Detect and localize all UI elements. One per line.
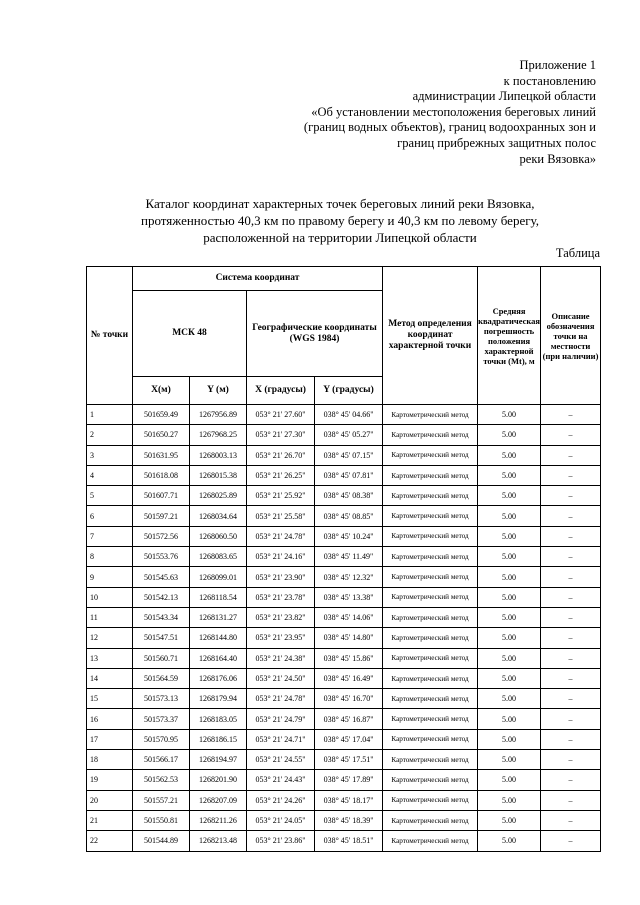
cell-y-deg: 038° 45' 04.66" bbox=[315, 405, 383, 425]
cell-x-deg: 053° 21' 25.92" bbox=[247, 486, 315, 506]
catalog-title-line: протяженностью 40,3 км по правому берегу и 40,3 км по левому берегу, bbox=[140, 213, 539, 228]
cell-error: 5.00 bbox=[478, 790, 541, 810]
cell-y-deg: 038° 45' 13.38" bbox=[315, 587, 383, 607]
cell-x-m: 501573.37 bbox=[133, 709, 190, 729]
cell-y-m: 1267968.25 bbox=[190, 425, 247, 445]
table-row bbox=[87, 668, 601, 688]
cell-y-m: 1268213.48 bbox=[190, 831, 247, 851]
cell-x-m: 501542.13 bbox=[133, 587, 190, 607]
cell-y-m: 1268183.05 bbox=[190, 709, 247, 729]
cell-y-deg: 038° 45' 14.06" bbox=[315, 607, 383, 627]
header-point-no: № точки bbox=[87, 267, 133, 405]
cell-method: Картометрический метод bbox=[383, 486, 478, 506]
cell-error: 5.00 bbox=[478, 648, 541, 668]
cell-point-no: 8 bbox=[87, 547, 133, 567]
cell-y-deg: 038° 45' 17.04" bbox=[315, 729, 383, 749]
cell-y-m: 1268131.27 bbox=[190, 607, 247, 627]
cell-point-no: 3 bbox=[87, 445, 133, 465]
cell-y-m: 1267956.89 bbox=[190, 405, 247, 425]
cell-x-m: 501564.59 bbox=[133, 668, 190, 688]
cell-description: – bbox=[541, 790, 601, 810]
cell-y-m: 1268060.50 bbox=[190, 526, 247, 546]
cell-description: – bbox=[541, 750, 601, 770]
cell-x-m: 501562.53 bbox=[133, 770, 190, 790]
cell-x-m: 501597.21 bbox=[133, 506, 190, 526]
cell-y-deg: 038° 45' 18.17" bbox=[315, 790, 383, 810]
cell-point-no: 12 bbox=[87, 628, 133, 648]
cell-description: – bbox=[541, 526, 601, 546]
cell-method: Картометрический метод bbox=[383, 750, 478, 770]
cell-point-no: 5 bbox=[87, 486, 133, 506]
cell-y-deg: 038° 45' 16.70" bbox=[315, 689, 383, 709]
cell-x-deg: 053° 21' 24.43" bbox=[247, 770, 315, 790]
cell-point-no: 13 bbox=[87, 648, 133, 668]
cell-error: 5.00 bbox=[478, 628, 541, 648]
table-label: Таблица bbox=[555, 246, 600, 260]
coordinates-table bbox=[86, 266, 601, 852]
cell-point-no: 14 bbox=[87, 668, 133, 688]
cell-y-deg: 038° 45' 08.38" bbox=[315, 486, 383, 506]
cell-point-no: 4 bbox=[87, 465, 133, 485]
table-row bbox=[87, 790, 601, 810]
header-coord-system: Система координат bbox=[133, 267, 383, 291]
cell-method: Картометрический метод bbox=[383, 729, 478, 749]
cell-x-m: 501547.51 bbox=[133, 628, 190, 648]
cell-x-deg: 053° 21' 24.78" bbox=[247, 526, 315, 546]
cell-description: – bbox=[541, 425, 601, 445]
cell-y-m: 1268186.15 bbox=[190, 729, 247, 749]
cell-description: – bbox=[541, 668, 601, 688]
table-row bbox=[87, 831, 601, 851]
cell-x-m: 501557.21 bbox=[133, 790, 190, 810]
cell-point-no: 6 bbox=[87, 506, 133, 526]
cell-method: Картометрический метод bbox=[383, 506, 478, 526]
cell-y-deg: 038° 45' 05.27" bbox=[315, 425, 383, 445]
cell-method: Картометрический метод bbox=[383, 547, 478, 567]
cell-y-m: 1268144.80 bbox=[190, 628, 247, 648]
table-row bbox=[87, 729, 601, 749]
cell-x-m: 501572.56 bbox=[133, 526, 190, 546]
cell-description: – bbox=[541, 506, 601, 526]
table-row bbox=[87, 526, 601, 546]
cell-point-no: 19 bbox=[87, 770, 133, 790]
cell-y-m: 1268099.01 bbox=[190, 567, 247, 587]
cell-method: Картометрический метод bbox=[383, 770, 478, 790]
cell-x-deg: 053° 21' 24.38" bbox=[247, 648, 315, 668]
appendix-line: «Об установлении местоположения береговых линий bbox=[311, 104, 596, 119]
cell-error: 5.00 bbox=[478, 405, 541, 425]
table-row bbox=[87, 750, 601, 770]
table-body bbox=[87, 405, 601, 852]
cell-y-deg: 038° 45' 10.24" bbox=[315, 526, 383, 546]
table-row bbox=[87, 567, 601, 587]
cell-error: 5.00 bbox=[478, 486, 541, 506]
cell-x-m: 501553.76 bbox=[133, 547, 190, 567]
cell-y-m: 1268083.65 bbox=[190, 547, 247, 567]
cell-point-no: 22 bbox=[87, 831, 133, 851]
cell-point-no: 21 bbox=[87, 810, 133, 830]
cell-method: Картометрический метод bbox=[383, 445, 478, 465]
cell-error: 5.00 bbox=[478, 770, 541, 790]
catalog-title-line: Каталог координат характерных точек береговых линий реки Вязовка, bbox=[145, 196, 535, 211]
cell-y-deg: 038° 45' 12.32" bbox=[315, 567, 383, 587]
header-error: Средняя квадратическая погрешность положения характерной точки (Mt), м bbox=[478, 267, 541, 405]
cell-y-deg: 038° 45' 07.15" bbox=[315, 445, 383, 465]
cell-y-deg: 038° 45' 18.39" bbox=[315, 810, 383, 830]
header-msk: МСК 48 bbox=[133, 291, 247, 377]
cell-x-deg: 053° 21' 27.60" bbox=[247, 405, 315, 425]
cell-y-m: 1268118.54 bbox=[190, 587, 247, 607]
header-x-deg: X (градусы) bbox=[247, 377, 315, 405]
cell-y-m: 1268034.64 bbox=[190, 506, 247, 526]
cell-y-deg: 038° 45' 17.89" bbox=[315, 770, 383, 790]
cell-y-m: 1268176.06 bbox=[190, 668, 247, 688]
cell-description: – bbox=[541, 810, 601, 830]
table-row bbox=[87, 709, 601, 729]
cell-x-deg: 053° 21' 24.16" bbox=[247, 547, 315, 567]
cell-error: 5.00 bbox=[478, 729, 541, 749]
cell-y-deg: 038° 45' 18.51" bbox=[315, 831, 383, 851]
cell-x-deg: 053° 21' 23.95" bbox=[247, 628, 315, 648]
cell-description: – bbox=[541, 547, 601, 567]
cell-point-no: 2 bbox=[87, 425, 133, 445]
cell-description: – bbox=[541, 689, 601, 709]
cell-point-no: 9 bbox=[87, 567, 133, 587]
cell-point-no: 17 bbox=[87, 729, 133, 749]
header-y-deg: Y (градусы) bbox=[315, 377, 383, 405]
header-y-m: Y (м) bbox=[190, 377, 247, 405]
catalog-title bbox=[40, 195, 640, 246]
cell-x-m: 501544.89 bbox=[133, 831, 190, 851]
cell-point-no: 10 bbox=[87, 587, 133, 607]
cell-x-deg: 053° 21' 23.86" bbox=[247, 831, 315, 851]
table-row bbox=[87, 648, 601, 668]
appendix-line: администрации Липецкой области bbox=[412, 89, 596, 104]
cell-description: – bbox=[541, 628, 601, 648]
cell-x-m: 501650.27 bbox=[133, 425, 190, 445]
cell-error: 5.00 bbox=[478, 547, 541, 567]
table-row bbox=[87, 486, 601, 506]
table-row bbox=[87, 628, 601, 648]
cell-error: 5.00 bbox=[478, 607, 541, 627]
cell-description: – bbox=[541, 729, 601, 749]
cell-error: 5.00 bbox=[478, 668, 541, 688]
appendix-line: Приложение 1 bbox=[519, 58, 596, 72]
header-x-m: X(м) bbox=[133, 377, 190, 405]
cell-point-no: 15 bbox=[87, 689, 133, 709]
appendix-line: к постановлению bbox=[503, 73, 596, 88]
cell-x-deg: 053° 21' 23.82" bbox=[247, 607, 315, 627]
cell-method: Картометрический метод bbox=[383, 425, 478, 445]
header-method: Метод определения координат характерной точки bbox=[383, 267, 478, 405]
cell-method: Картометрический метод bbox=[383, 831, 478, 851]
cell-y-deg: 038° 45' 07.81" bbox=[315, 465, 383, 485]
cell-description: – bbox=[541, 486, 601, 506]
cell-description: – bbox=[541, 567, 601, 587]
cell-y-m: 1268211.26 bbox=[190, 810, 247, 830]
cell-method: Картометрический метод bbox=[383, 628, 478, 648]
cell-description: – bbox=[541, 587, 601, 607]
cell-error: 5.00 bbox=[478, 689, 541, 709]
table-row bbox=[87, 770, 601, 790]
cell-error: 5.00 bbox=[478, 567, 541, 587]
cell-x-m: 501607.71 bbox=[133, 486, 190, 506]
appendix-line: реки Вязовка» bbox=[519, 151, 596, 166]
cell-x-deg: 053° 21' 25.58" bbox=[247, 506, 315, 526]
cell-x-m: 501543.34 bbox=[133, 607, 190, 627]
cell-x-deg: 053° 21' 24.71" bbox=[247, 729, 315, 749]
cell-point-no: 16 bbox=[87, 709, 133, 729]
table-row bbox=[87, 465, 601, 485]
cell-method: Картометрический метод bbox=[383, 587, 478, 607]
cell-y-m: 1268194.97 bbox=[190, 750, 247, 770]
cell-method: Картометрический метод bbox=[383, 790, 478, 810]
cell-x-m: 501566.17 bbox=[133, 750, 190, 770]
cell-error: 5.00 bbox=[478, 810, 541, 830]
cell-method: Картометрический метод bbox=[383, 689, 478, 709]
cell-x-m: 501550.81 bbox=[133, 810, 190, 830]
cell-error: 5.00 bbox=[478, 465, 541, 485]
table-row bbox=[87, 689, 601, 709]
cell-description: – bbox=[541, 607, 601, 627]
cell-method: Картометрический метод bbox=[383, 405, 478, 425]
cell-y-m: 1268025.89 bbox=[190, 486, 247, 506]
cell-error: 5.00 bbox=[478, 526, 541, 546]
cell-method: Картометрический метод bbox=[383, 709, 478, 729]
cell-y-deg: 038° 45' 17.51" bbox=[315, 750, 383, 770]
cell-method: Картометрический метод bbox=[383, 607, 478, 627]
table-row bbox=[87, 425, 601, 445]
header-description: Описание обозначения точки на местности (при наличии) bbox=[541, 267, 601, 405]
cell-x-deg: 053° 21' 24.55" bbox=[247, 750, 315, 770]
cell-y-m: 1268179.94 bbox=[190, 689, 247, 709]
cell-method: Картометрический метод bbox=[383, 465, 478, 485]
appendix-header bbox=[256, 58, 596, 167]
catalog-title-line: расположенной на территории Липецкой области bbox=[203, 230, 477, 245]
cell-method: Картометрический метод bbox=[383, 810, 478, 830]
cell-error: 5.00 bbox=[478, 425, 541, 445]
cell-y-deg: 038° 45' 08.85" bbox=[315, 506, 383, 526]
cell-y-m: 1268015.38 bbox=[190, 465, 247, 485]
cell-y-m: 1268164.40 bbox=[190, 648, 247, 668]
cell-error: 5.00 bbox=[478, 831, 541, 851]
cell-y-m: 1268201.90 bbox=[190, 770, 247, 790]
cell-point-no: 1 bbox=[87, 405, 133, 425]
appendix-line: (границ водных объектов), границ водоохранных зон и bbox=[303, 120, 596, 135]
cell-description: – bbox=[541, 445, 601, 465]
cell-x-deg: 053° 21' 24.26" bbox=[247, 790, 315, 810]
cell-point-no: 20 bbox=[87, 790, 133, 810]
table-row bbox=[87, 547, 601, 567]
cell-y-m: 1268207.09 bbox=[190, 790, 247, 810]
table-row bbox=[87, 587, 601, 607]
cell-error: 5.00 bbox=[478, 587, 541, 607]
cell-method: Картометрический метод bbox=[383, 526, 478, 546]
table-row bbox=[87, 607, 601, 627]
cell-point-no: 7 bbox=[87, 526, 133, 546]
cell-method: Картометрический метод bbox=[383, 567, 478, 587]
table-row bbox=[87, 506, 601, 526]
cell-x-deg: 053° 21' 27.30" bbox=[247, 425, 315, 445]
table-row bbox=[87, 810, 601, 830]
cell-x-m: 501560.71 bbox=[133, 648, 190, 668]
cell-x-deg: 053° 21' 23.90" bbox=[247, 567, 315, 587]
table-row bbox=[87, 445, 601, 465]
cell-x-m: 501618.08 bbox=[133, 465, 190, 485]
cell-x-m: 501573.13 bbox=[133, 689, 190, 709]
cell-description: – bbox=[541, 648, 601, 668]
cell-x-deg: 053° 21' 23.78" bbox=[247, 587, 315, 607]
cell-x-deg: 053° 21' 24.78" bbox=[247, 689, 315, 709]
cell-method: Картометрический метод bbox=[383, 668, 478, 688]
cell-x-m: 501545.63 bbox=[133, 567, 190, 587]
cell-method: Картометрический метод bbox=[383, 648, 478, 668]
cell-y-deg: 038° 45' 14.80" bbox=[315, 628, 383, 648]
cell-x-deg: 053° 21' 26.70" bbox=[247, 445, 315, 465]
cell-x-m: 501659.49 bbox=[133, 405, 190, 425]
cell-y-deg: 038° 45' 15.86" bbox=[315, 648, 383, 668]
cell-x-deg: 053° 21' 24.50" bbox=[247, 668, 315, 688]
cell-description: – bbox=[541, 465, 601, 485]
cell-x-m: 501570.95 bbox=[133, 729, 190, 749]
cell-description: – bbox=[541, 770, 601, 790]
cell-description: – bbox=[541, 831, 601, 851]
cell-error: 5.00 bbox=[478, 750, 541, 770]
cell-description: – bbox=[541, 709, 601, 729]
cell-y-deg: 038° 45' 16.49" bbox=[315, 668, 383, 688]
cell-error: 5.00 bbox=[478, 506, 541, 526]
cell-x-m: 501631.95 bbox=[133, 445, 190, 465]
cell-x-deg: 053° 21' 24.79" bbox=[247, 709, 315, 729]
cell-y-deg: 038° 45' 11.49" bbox=[315, 547, 383, 567]
cell-x-deg: 053° 21' 24.05" bbox=[247, 810, 315, 830]
cell-x-deg: 053° 21' 26.25" bbox=[247, 465, 315, 485]
cell-point-no: 11 bbox=[87, 607, 133, 627]
header-geo: Географические координаты (WGS 1984) bbox=[247, 291, 383, 377]
cell-error: 5.00 bbox=[478, 445, 541, 465]
appendix-line: границ прибрежных защитных полос bbox=[397, 135, 596, 150]
cell-y-deg: 038° 45' 16.87" bbox=[315, 709, 383, 729]
cell-point-no: 18 bbox=[87, 750, 133, 770]
cell-description: – bbox=[541, 405, 601, 425]
table-row bbox=[87, 405, 601, 425]
cell-error: 5.00 bbox=[478, 709, 541, 729]
cell-y-m: 1268003.13 bbox=[190, 445, 247, 465]
